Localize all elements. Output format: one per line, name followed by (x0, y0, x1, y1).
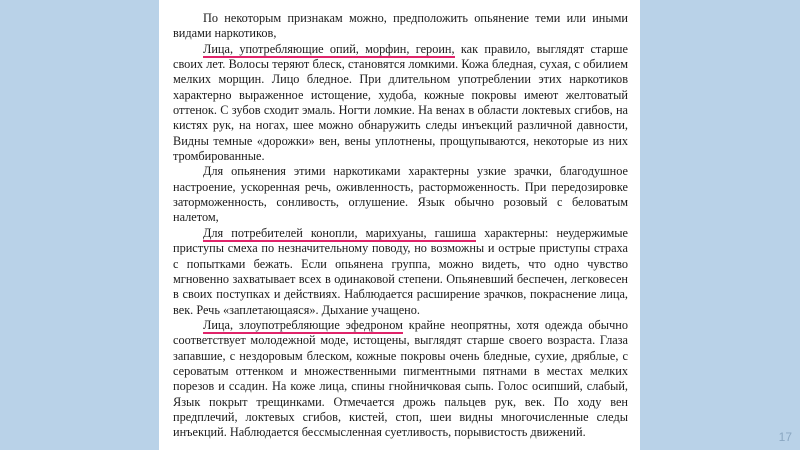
paragraph-opiates (173, 42, 628, 165)
highlight-cannabis: Для потребителей конопли, марихуаны, гашиша (203, 225, 477, 240)
paragraph-ephedrone-text: крайне неопрятны, хотя одежда обычно соответствует молодежной моде, истощены, выглядят старше своего возраста. Глаза запавшие, с нездоровым блеском, кожные покровы очень бледные, сухие, дряблые, с сероватым оттенком и множественными пигментными пятнами в местах мелких порезов и ссадин. На коже лица, спины гнойничковая сыпь. Голос осипший, слабый, Язык покрыт трещинками. Отмечается дрожь пальцев рук, век. По ходу вен предплечий, локтевых сгибов, кистей, стоп, шеи видны многочисленные следы инъекций. Наблюдается бессмысленная суетливость, порывистость движений. (173, 317, 628, 440)
paragraph-opiates-signs: Для опьянения этими наркотиками характерны узкие зрачки, благодушное настроение, ускоренная речь, оживленность, расторможенность. При передозировке заторможенность, сонливость, оглушение. Язык обычно розовый с беловатым налетом, (173, 164, 628, 225)
paragraph-cannabis-text: характерны: неудержимые приступы смеха по незначительному поводу, но возможны и острые приступы страха с попытками бежать. Если опьянена группа, можно видеть, что одно чувство мгновенно захватывает всех в одинаковой степени. Опьяневший беспечен, легковесен в своих поступках и действиях. Наблюдается расширение зрачков, покраснение лица, век. Речь «заплетающаяся». Дыхание учащено. (173, 225, 628, 317)
paragraph-cannabis (173, 226, 628, 318)
slide-number: 17 (778, 430, 792, 444)
paragraph-ephedrone (173, 318, 628, 441)
document-page (159, 0, 640, 450)
highlight-ephedrone: Лица, злоупотребляющие эфедроном (203, 317, 403, 332)
paragraph-intro: По некоторым признакам можно, предположить опьянение теми или иными видами наркотиков, (173, 11, 628, 41)
highlight-opiates: Лица, употребляющие опий, морфин, героин, (203, 41, 455, 56)
paragraph-opiates-text: как правило, выглядят старше своих лет. Волосы теряют блеск, становятся ломкими. Кожа бледная, сухая, с обилием мелких морщин. Лицо бледное. При длительном употреблении этих наркотиков характерно выраженное истощение, худоба, кожные покровы имеют желтоватый оттенок. С зубов сходит эмаль. Ногти ломкие. На венах в области локтевых сгибов, на кистях рук, на ногах, шее можно обнаружить следы инъекций различной давности, Видны темные «дорожки» вен, вены уплотнены, прощупываются, некоторые из них тромбированные. (173, 41, 628, 164)
